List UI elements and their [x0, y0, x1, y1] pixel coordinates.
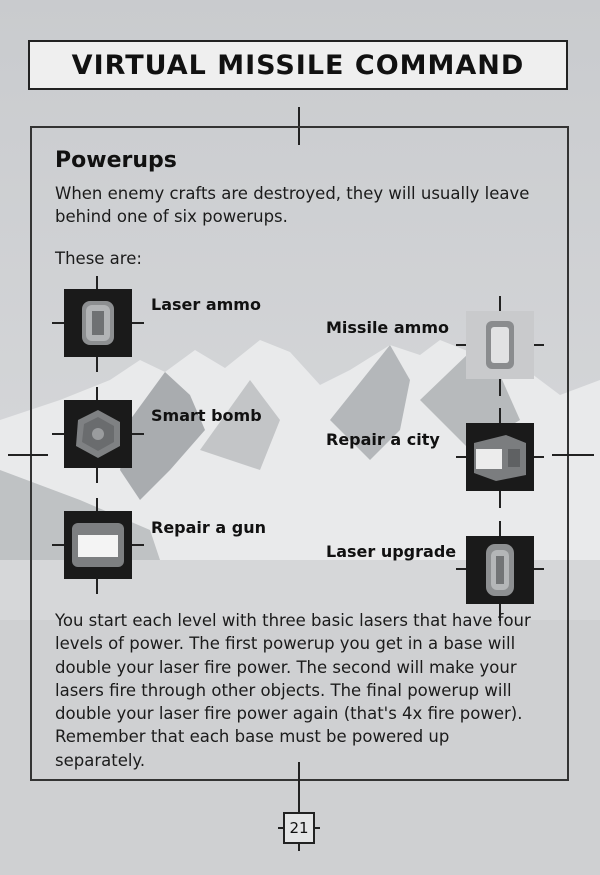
repair-gun-icon	[64, 511, 132, 579]
repair-city-label: Repair a city	[326, 430, 440, 449]
smart-bomb-icon	[64, 400, 132, 468]
powerup-explanation: You start each level with three basic lasers that have four levels of power. The first powerup you get in a base will double your laser fire power. The second will make your lasers fire through other objects. The final powerup will double your laser fire power again (that's 4x fire power). Remember that each base must be powered up separately.	[55, 611, 531, 770]
page-number-text: 21	[289, 819, 309, 837]
left-edge-tick	[8, 454, 48, 456]
page-number	[283, 812, 315, 844]
page-title: VIRTUAL MISSILE COMMAND	[71, 49, 525, 81]
laser-upgrade-label: Laser upgrade	[326, 542, 457, 561]
missile-ammo-icon	[466, 311, 534, 379]
repair-city-icon	[466, 423, 534, 491]
right-edge-tick	[552, 454, 594, 456]
footer-connector	[298, 762, 300, 812]
laser-ammo-icon	[64, 289, 132, 357]
title-banner	[28, 40, 568, 90]
page-tick-bottom	[298, 843, 300, 851]
intro-text: When enemy crafts are destroyed, they will usually leave behind one of six powerups.	[55, 184, 530, 226]
laser-upgrade-icon	[466, 536, 534, 604]
repair-gun-label: Repair a gun	[151, 518, 266, 537]
laser-ammo-label: Laser ammo	[151, 295, 261, 314]
missile-ammo-label: Missile ammo	[326, 318, 449, 337]
section-title: Powerups	[55, 148, 177, 173]
these-are-label: These are:	[55, 249, 142, 268]
smart-bomb-label: Smart bomb	[151, 406, 262, 425]
